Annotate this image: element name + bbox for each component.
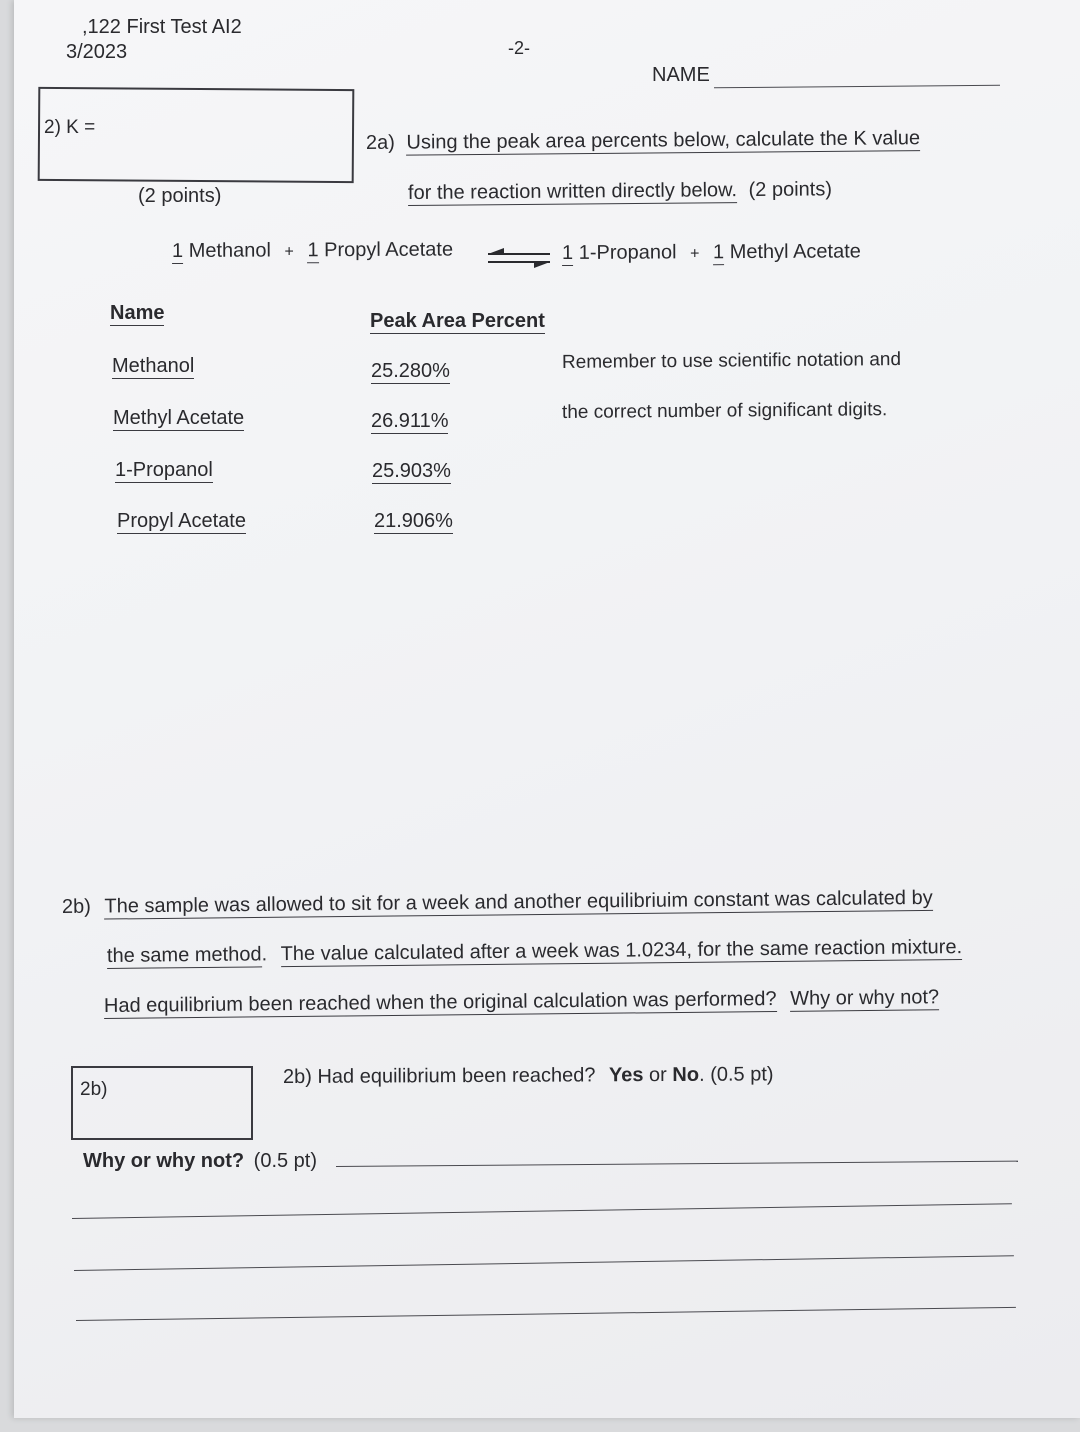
table-header-name: Name	[110, 302, 165, 324]
exam-date: 3/2023	[66, 41, 128, 63]
table-row-name: 1-Propanol	[115, 459, 213, 481]
reaction-plus-1: +	[284, 243, 294, 261]
question-2a-line1: Using the peak area percents below, calculate the K value	[406, 127, 921, 154]
k-answer-label: 2) K =	[44, 117, 96, 138]
reaction-coef-4: 1	[712, 241, 725, 264]
question-2b-sub	[283, 1063, 774, 1089]
table-row-percent: 26.911%	[371, 410, 449, 432]
page-number: -2-	[508, 38, 530, 58]
question-2a-number: 2a)	[365, 131, 395, 154]
note-line-1: Remember to use scientific notation and	[561, 349, 902, 373]
reaction-coef-1: 1	[171, 239, 184, 262]
question-2b-sub-prompt: 2b) Had equilibrium been reached?	[282, 1064, 596, 1088]
reaction-coef-3: 1	[561, 241, 574, 264]
answer-no: No	[672, 1063, 700, 1086]
table-row-name: Methyl Acetate	[113, 407, 245, 429]
reaction-equation	[172, 239, 453, 263]
answer-yes: Yes	[608, 1064, 644, 1087]
question-2a-cont	[408, 178, 832, 205]
reaction-products	[562, 240, 861, 265]
table-row-percent: 25.903%	[372, 460, 451, 482]
reaction-product-2: Methyl Acetate	[729, 240, 861, 264]
name-label: NAME	[652, 64, 710, 86]
question-2b-sentence1b: the same method	[106, 943, 262, 967]
question-2b-sentence2: The value calculated after a week was 1.0234, for the same reaction mixture.	[280, 936, 963, 966]
why-prompt	[83, 1150, 317, 1173]
question-2b-sentence1: The sample was allowed to sit for a week and another equilibriuim constant was calculated by	[104, 886, 933, 918]
question-2a	[366, 127, 920, 155]
reaction-product-1: 1-Propanol	[578, 241, 677, 264]
question-2a-line2: for the reaction written directly below.	[407, 179, 738, 204]
table-row-percent: 25.280%	[371, 360, 450, 382]
2b-answer-box[interactable]	[71, 1066, 253, 1140]
why-prompt-label: Why or why not?	[83, 1150, 245, 1172]
reaction-plus-2: +	[690, 245, 700, 263]
question-2b-sentence3: Had equilibrium been reached when the original calculation was performed?	[103, 987, 777, 1017]
note-line-2: the correct number of significant digits.	[561, 399, 888, 423]
question-2b-sub-points: . (0.5 pt)	[698, 1063, 774, 1086]
table-header-percent: Peak Area Percent	[370, 310, 545, 332]
answer-or: or	[648, 1063, 667, 1087]
question-2b-line2: the same method. The value calculated after a week was 1.0234, for the same reaction mixture.	[106, 936, 963, 967]
equilibrium-arrow-icon	[484, 246, 554, 270]
table-row-name: Propyl Acetate	[117, 510, 246, 532]
question-2b-number: 2b)	[61, 895, 92, 918]
why-prompt-points: (0.5 pt)	[253, 1150, 318, 1172]
question-2a-points: (2 points)	[748, 178, 833, 202]
course-title: ,122 First Test AI2	[82, 16, 242, 38]
table-row-percent: 21.906%	[374, 510, 453, 532]
k-answer-points: (2 points)	[138, 185, 222, 207]
question-2b-sentence4: Why or why not?	[790, 986, 940, 1010]
reaction-coef-2: 1	[307, 239, 319, 262]
reaction-reactant-2: Propyl Acetate	[324, 238, 454, 262]
table-row-name: Methanol	[112, 355, 195, 377]
2b-answer-label: 2b)	[80, 1079, 108, 1100]
reaction-reactant-1: Methanol	[188, 239, 272, 262]
